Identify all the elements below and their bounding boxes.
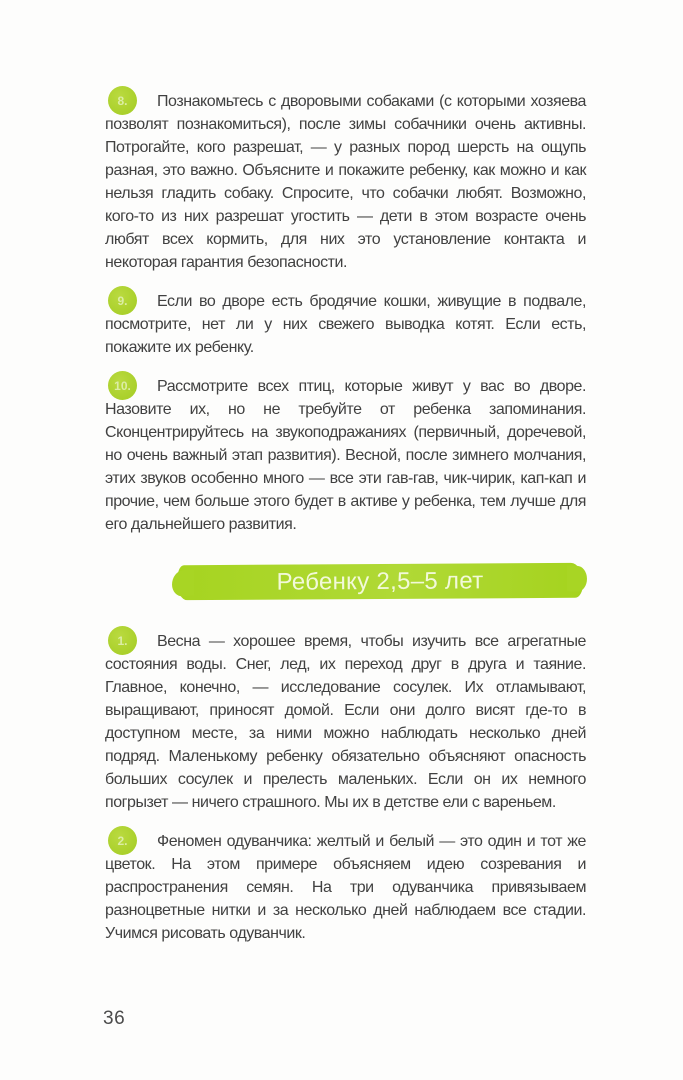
page-number: 36 <box>103 1008 126 1029</box>
item-text: Познакомьтесь с дворовыми собаками (с которыми хозяева позволят познакомиться), после зимы собачники очень активны. Потрогайте, кого разрешат, — у разных пород шерсть на ощупь разная, это важно. Объясните и покажите ребенку, как можно и как нельзя гладить собаку. Спросите, что собачки любят. Возможно, кого-то из них разрешат угостить — дети в этом возрасте очень любят всех кормить, для них это установление контакта и некоторая гарантия безопасности. <box>105 93 586 271</box>
item-text: Весна — хорошее время, чтобы изучить все агрегатные состояния воды. Снег, лед, их переход друг в друга и таяние. Главное, конечно, — исследование сосулек. Их отламывают, выращивают, приносят домой. Если они долго висят где-то в доступном месте, за ними можно наблюдать несколько дней подряд. Маленькому ребенку обязательно объясняют опасность больших сосулек и прелесть маленьких. Если он их немного погрызет — ничего страшного. Мы их в детстве ели с вареньем. <box>105 633 586 811</box>
item-number: 9. <box>117 293 128 308</box>
item-text: Если во дворе есть бродячие кошки, живущие в подвале, посмотрите, нет ли у них свежего выводка котят. Если есть, покажите их ребенку. <box>105 293 586 356</box>
item-number-badge <box>108 371 137 400</box>
page-content <box>105 90 586 961</box>
item-text: Рассмотрите всех птиц, которые живут у вас во дворе. Назовите их, но не требуйте от ребенка запоминания. Сконцентрируйтесь на звукоподражаниях (первичный, доречевой, но очень важный этап развития). Весной, после зимнего молчания, этих звуков особенно много — все эти гав-гав, чик-чирик, кап-кап и прочие, чем больше этого будет в активе у ребенка, тем лучше для его дальнейшего развития. <box>105 378 586 533</box>
item-number-badge <box>108 286 137 315</box>
list-item-9 <box>105 290 586 359</box>
item-number: 10. <box>114 378 131 393</box>
item-number-badge <box>108 826 137 855</box>
list-item-10 <box>105 375 586 536</box>
list-item-8 <box>105 90 586 274</box>
item-number-badge <box>108 86 137 115</box>
item-text: Феномен одуванчика: желтый и белый — это один и тот же цветок. На этом примере объясняем идею созревания и распространения семян. На три одуванчика привязываем разноцветные нитки и за несколько дней наблюдаем все стадии. Учимся рисовать одуванчик. <box>105 833 586 942</box>
list-item-2 <box>105 830 586 945</box>
item-number: 2. <box>117 833 128 848</box>
item-number: 8. <box>117 93 128 108</box>
item-number-badge <box>108 626 137 655</box>
list-item-1 <box>105 630 586 814</box>
section-heading-highlight <box>177 563 583 600</box>
item-number: 1. <box>117 633 128 648</box>
section-heading-label: Ребенку 2,5–5 лет <box>276 566 484 596</box>
